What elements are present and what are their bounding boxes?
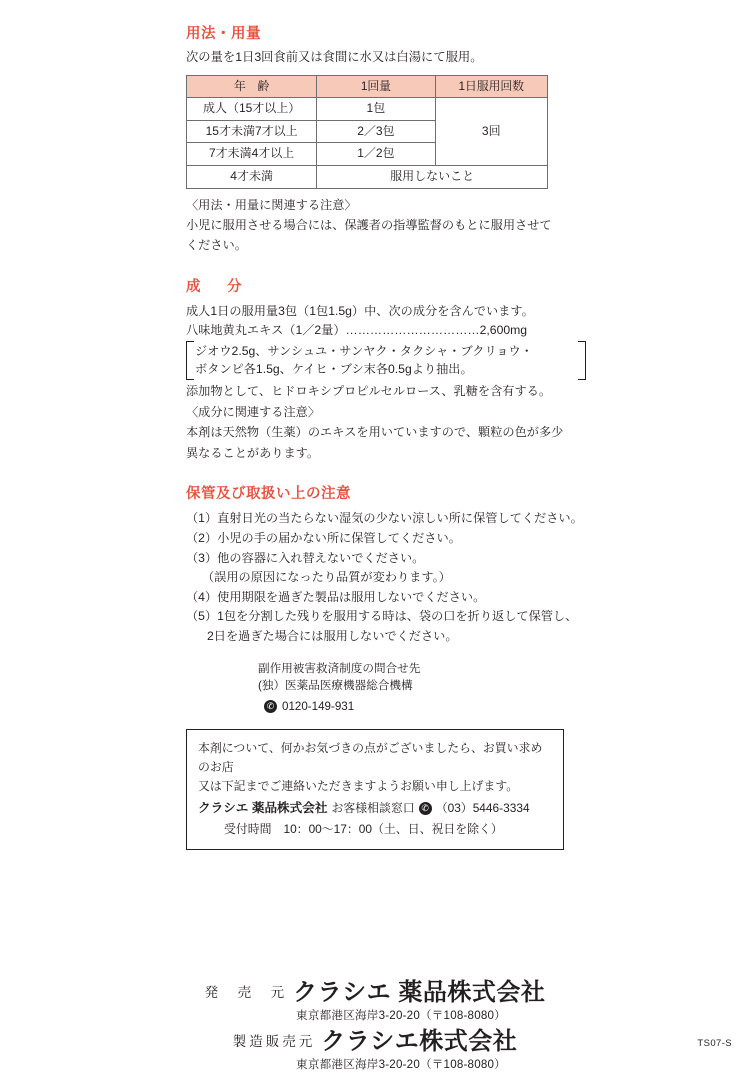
relief-contact-block [258,660,586,715]
relief-line1: 副作用被害救済制度の問合せ先 [258,662,421,676]
cell-amount: 1／2包 [317,143,435,166]
header-times: 1日服用回数 [435,75,548,97]
storage-item-3: （3）他の容器に入れ替えないでください。 [186,550,425,565]
seller-address: 東京都港区海岸3-20-20（〒108-8080） [296,1009,506,1023]
section-spacer [186,257,586,275]
cell-amount: 1包 [317,98,435,121]
maker-row [0,1029,750,1054]
ingredients-note-line1: 本剤は天然物（生薬）のエキスを用いていますので、顆粒の色が多少 [186,424,564,439]
dosage-note-line2: ください。 [186,238,247,253]
storage-item-1: （1）直射日光の当たらない湿気の少ない涼しい所に保管してください。 [186,511,583,526]
document-footer [0,980,750,1078]
ingredients-line2: 八味地黄丸エキス（1／2量）……………………………2,600mg [186,323,528,338]
cell-amount: 2／3包 [317,120,435,143]
storage-item-5-cont: 2日を過ぎた場合には服用しないでください。 [207,628,458,643]
storage-item-4: （4）使用期限を過ぎた製品は服用しないでください。 [186,589,486,604]
contact-box [186,729,564,849]
contact-company-row [198,798,552,818]
header-age: 年 齢 [187,75,317,97]
cell-age: 成人（15才以上） [187,98,317,121]
bracket-line2: ボタンピ各1.5g、ケイヒ・ブシ末各0.5gより抽出。 [195,362,473,377]
contact-tel-number: （03）5446-3334 [435,800,530,815]
contact-line2: 又は下記までご連絡いただきますようお願い申し上げます。 [198,779,519,794]
ingredients-line1: 成人1日の服用量3包（1包1.5g）中、次の成分を含んでいます。 [186,304,534,319]
dosage-table [186,75,548,189]
dosage-note-line1: 小児に服用させる場合には、保護者の指導監督のもとに服用させて [186,217,552,232]
storage-item-2: （2）小児の手の届かない所に保管してください。 [186,530,461,545]
relief-line2: (独）医薬品医療機器総合機構 [258,679,413,693]
cell-times: 3回 [435,98,548,166]
cell-age: 4才未満 [187,165,317,188]
cell-age: 7才未満4才以上 [187,143,317,166]
seller-row [0,980,750,1005]
ingredients-heading: 成 分 [186,279,248,296]
header-amount: 1回量 [317,75,435,97]
dosage-heading: 用法・用量 [186,26,261,42]
bracket-line1: ジオウ2.5g、サンシュユ・サンヤク・タクシャ・ブクリョウ・ [195,344,533,359]
table-header-row [187,75,548,97]
ingredients-note-line2: 異なることがあります。 [186,445,320,460]
maker-address: 東京都港区海岸3-20-20（〒108-8080） [296,1058,506,1072]
cell-note: 服用しないこと [317,165,548,188]
storage-sub-note: （誤用の原因になったり品質が変わります。） [202,570,451,585]
relief-tel-number: 0120-149-931 [282,699,355,713]
maker-label: 製造販売元 [232,1034,316,1050]
contact-hours: 受付時間 10：00～17：00（土、日、祝日を除く） [224,821,503,836]
bracket-left [186,341,194,380]
ingredients-note-title: 〈成分に関連する注意〉 [186,404,321,419]
contact-desk-label: お客様相談窓口 [331,800,415,815]
phone-icon: ✆ [264,700,277,713]
document-content [186,22,586,850]
seller-company: クラシエ 薬品株式会社 [293,979,546,1006]
cell-age: 15才未満7才以上 [187,120,317,143]
maker-company: クラシエ株式会社 [321,1028,518,1056]
table-row-last [187,165,548,188]
bracket-right [578,341,586,380]
storage-item-5: （5）1包を分割した残りを服用する時は、袋の口を折り返して保管し、 [186,609,578,624]
ingredients-line3: 添加物として、ヒドロキシプロピルセルロース、乳糖を含有する。 [186,383,552,398]
dosage-note-title: 〈用法・用量に関連する注意〉 [186,197,357,212]
contact-company: クラシエ 薬品株式会社 [198,801,328,816]
seller-label: 発 売 元 [204,985,288,1001]
document-code: TS07-S [697,1038,732,1049]
storage-heading: 保管及び取扱い上の注意 [186,486,351,503]
contact-line1: 本剤について、何かお気づきの点がございましたら、お買い求めのお店 [198,741,543,775]
bracket-content [194,341,578,380]
section-spacer [186,464,586,482]
table-row [187,98,548,121]
phone-icon: ✆ [419,802,432,815]
relief-tel-row [264,698,586,715]
dosage-lead-text: 次の量を1日3回食前又は食間に水又は白湯にて服用。 [186,50,483,64]
ingredients-bracket-block [186,341,586,380]
